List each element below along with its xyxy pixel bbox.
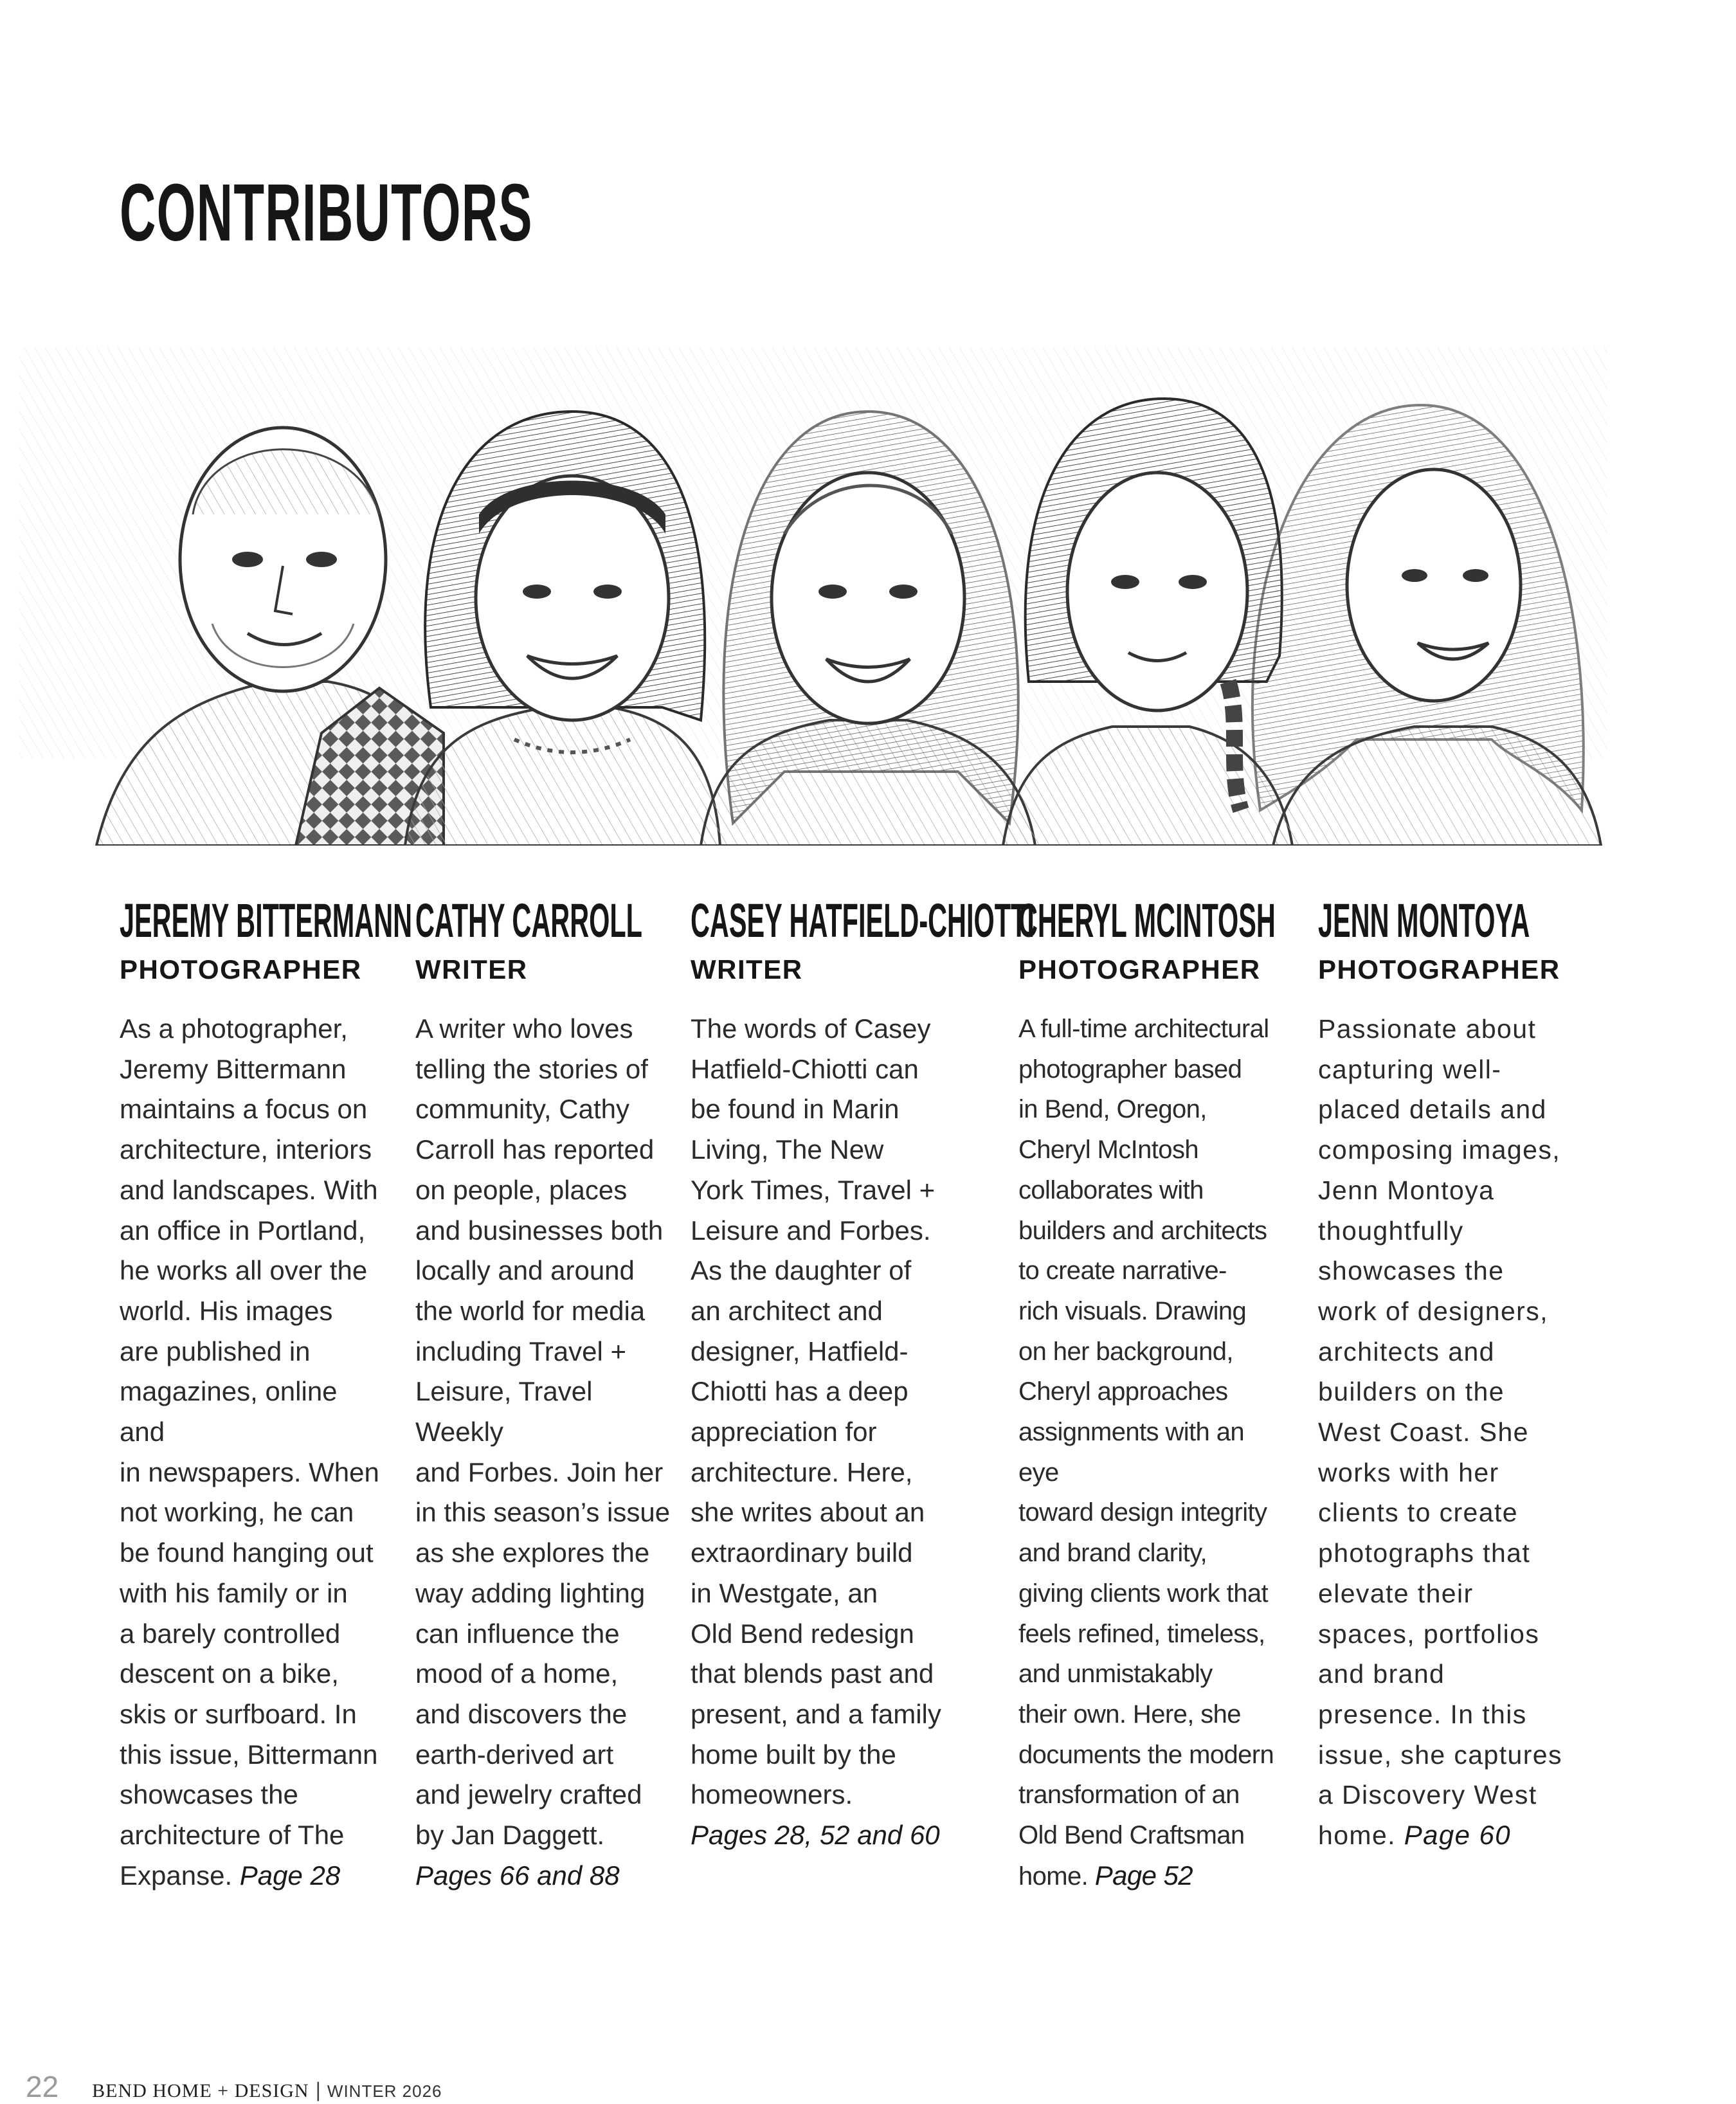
contributor-card [691, 894, 1035, 1856]
contributor-role: WRITER [691, 954, 803, 984]
contributor-role: WRITER [415, 954, 528, 984]
page-reference: Page 52 [1094, 1860, 1193, 1891]
page-reference: Page 60 [1404, 1820, 1512, 1851]
issue-label: WINTER 2026 [327, 2081, 442, 2101]
page-reference: Pages 28, 52 and 60 [691, 1820, 940, 1851]
contributor-role: PHOTOGRAPHER [1018, 954, 1261, 984]
contributor-bio [120, 1009, 390, 1896]
footer-separator: | [315, 2078, 321, 2101]
contributor-portraits-illustration [19, 322, 1607, 846]
contributor-name: JEREMY BITTERMANN [120, 894, 413, 947]
contributor-role: PHOTOGRAPHER [1318, 954, 1560, 984]
page-footer [26, 2069, 442, 2104]
contributor-card [1318, 894, 1601, 1856]
contributor-name: CASEY HATFIELD-CHIOTTI [691, 894, 1035, 947]
contributor-name: JENN MONTOYA [1318, 894, 1530, 947]
contributor-bio-text: As a photographer, Jeremy Bittermann maintains a focus on architecture, interiors and landscapes. With an office in Portland, he works all over the world. His images are published in magazines, online and in newspapers. When not working, he can be found hanging out with his family or in a barely controlled descent on a bike, skis or surfboard. In this issue, Bittermann showcases the architecture of The Expanse. [120, 1013, 379, 1891]
page-number: 22 [26, 2070, 59, 2103]
page-reference: Pages 66 and 88 [415, 1860, 620, 1891]
page-title: CONTRIBUTORS [120, 167, 533, 258]
contributor-bio [1318, 1009, 1601, 1856]
contributor-bio-text: The words of Casey Hatfield-Chiotti can be found in Marin Living, The New York Times, Travel + Leisure and Forbes. As the daughter of an architect and designer, Hatfield- Chiotti has a deep appreciation for architecture. Here, she writes about an extraordinary build in Westgate, an Old Bend redesign that blends past and present, and a family home built by the homeowners. [691, 1013, 941, 1810]
contributor-name: CHERYL MCINTOSH [1018, 894, 1276, 947]
page-reference: Page 28 [239, 1860, 341, 1891]
contributor-bio-text: A full-time architectural photographer based in Bend, Oregon, Cheryl McIntosh collaborates with builders and architects to create narrative- rich visuals. Drawing on her background, Cheryl approaches assignments with an eye toward design integrity and brand clarity, giving clients work that feels refined, timeless, and unmistakably their own. Here, she documents the modern transformation of an Old Bend Craftsman home. [1018, 1015, 1274, 1891]
magazine-name: BEND HOME + DESIGN [92, 2080, 309, 2101]
contributor-bio-text: A writer who loves telling the stories of community, Cathy Carroll has reported on people, places and businesses both locally and around the world for media including Travel + Leisure, Travel Weekly and Forbes. Join her in this season’s issue as she explores the way adding lighting can influence the mood of a home, and discovers the earth-derived art and jewelry crafted by Jan Daggett. [415, 1013, 671, 1851]
contributor-card [120, 894, 413, 1896]
contributor-bio [691, 1009, 986, 1856]
contributor-name: CATHY CARROLL [415, 894, 642, 947]
contributor-bio [415, 1009, 679, 1896]
contributor-bio [1018, 1009, 1288, 1896]
contributor-card [1018, 894, 1288, 1896]
contributor-card [415, 894, 679, 1896]
contributor-bio-text: Passionate about capturing well- placed details and composing images, Jenn Montoya thoughtfully showcases the work of designers, architects and builders on the West Coast. She works with her clients to create photographs that elevate their spaces, portfolios and brand presence. In this issue, she captures a Discovery West home. [1318, 1014, 1562, 1851]
contributor-role: PHOTOGRAPHER [120, 954, 362, 984]
